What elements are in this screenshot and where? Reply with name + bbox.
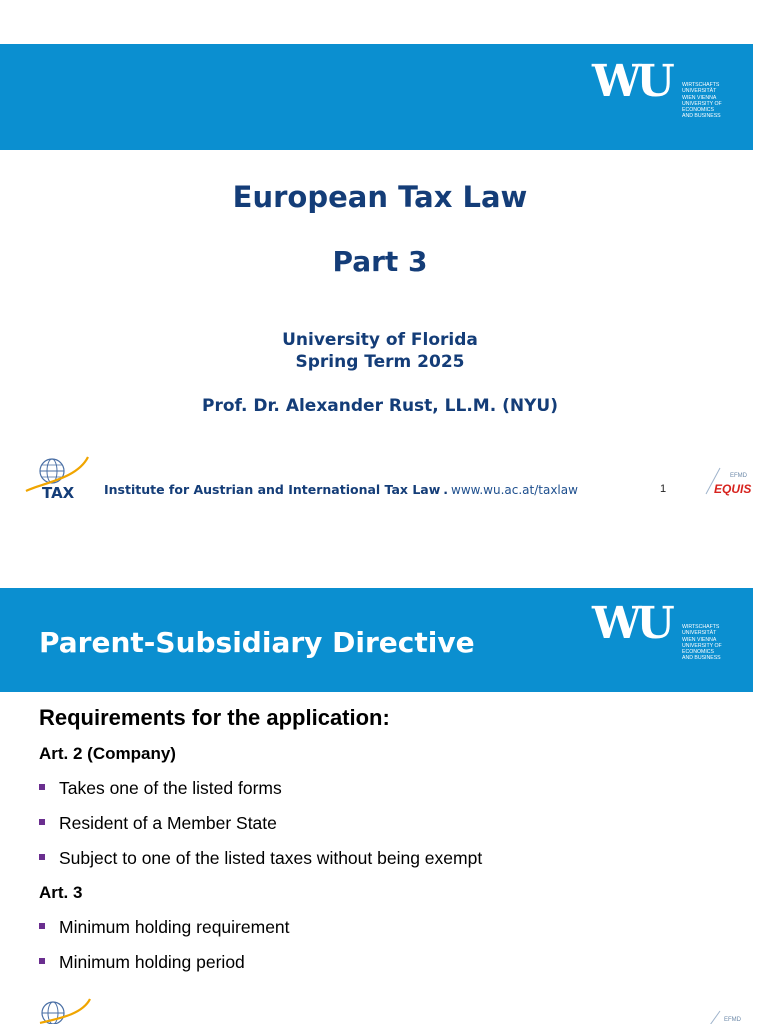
wu-logo-subtext: WIRTSCHAFTS UNIVERSITÄT WIEN VIENNA UNIVERSITY OF ECONOMICS AND BUSINESS bbox=[682, 82, 722, 120]
wu-logo-mark: WU bbox=[592, 56, 670, 107]
svg-text:TAX: TAX bbox=[42, 484, 75, 502]
slide-1-banner bbox=[0, 44, 753, 150]
list-item bbox=[39, 917, 290, 939]
list-item bbox=[39, 813, 277, 835]
section-label: Art. 3 bbox=[39, 883, 83, 902]
bullet-icon bbox=[39, 819, 45, 825]
list-item-text: Minimum holding period bbox=[59, 952, 245, 972]
term-label: Spring Term 2025 bbox=[295, 352, 465, 372]
bullet-icon bbox=[39, 923, 45, 929]
professor-name: Prof. Dr. Alexander Rust, LL.M. (NYU) bbox=[202, 396, 558, 416]
bullet-icon bbox=[39, 784, 45, 790]
efmd-label: EFMD bbox=[724, 1017, 741, 1023]
efmd-logo bbox=[708, 1007, 753, 1024]
list-item-text: Minimum holding requirement bbox=[59, 917, 290, 937]
page-number: 1 bbox=[660, 483, 667, 495]
list-item bbox=[39, 952, 245, 974]
list-item bbox=[39, 778, 282, 800]
list-item-text: Takes one of the listed forms bbox=[59, 778, 282, 798]
globe-tax-icon bbox=[22, 455, 94, 505]
slide-footer bbox=[0, 452, 753, 512]
slide-2 bbox=[0, 545, 753, 1024]
requirements-heading: Requirements for the application: bbox=[39, 705, 390, 730]
footer-institute: Institute for Austrian and International Tax Law bbox=[104, 482, 441, 497]
list-item-text: Subject to one of the listed taxes without being exempt bbox=[59, 848, 483, 868]
list-item-text: Resident of a Member State bbox=[59, 813, 277, 833]
slide-title: European Tax Law bbox=[232, 180, 528, 214]
efmd-label: EFMD bbox=[730, 473, 747, 479]
bullet-icon bbox=[39, 958, 45, 964]
slide-2-banner bbox=[0, 588, 753, 692]
wu-logo-subtext: WIRTSCHAFTS UNIVERSITÄT WIEN VIENNA UNIVERSITY OF ECONOMICS AND BUSINESS bbox=[682, 624, 722, 662]
slide-title: Parent-Subsidiary Directive bbox=[39, 626, 475, 659]
section-label: Art. 2 (Company) bbox=[39, 744, 176, 763]
footer-url[interactable]: www.wu.ac.at/taxlaw bbox=[451, 483, 578, 497]
slide-part: Part 3 bbox=[332, 245, 428, 278]
slide-1 bbox=[0, 0, 753, 512]
university-name: University of Florida bbox=[282, 330, 478, 350]
list-item bbox=[39, 848, 482, 870]
wu-logo bbox=[592, 56, 727, 122]
globe-tax-icon bbox=[38, 997, 94, 1024]
wu-logo bbox=[592, 598, 727, 664]
footer-text bbox=[104, 482, 578, 497]
equis-logo bbox=[698, 464, 756, 500]
bullet-icon bbox=[39, 854, 45, 860]
equis-label: EQUIS bbox=[714, 482, 752, 496]
wu-logo-mark: WU bbox=[592, 598, 670, 649]
footer-dot: . bbox=[443, 482, 449, 497]
